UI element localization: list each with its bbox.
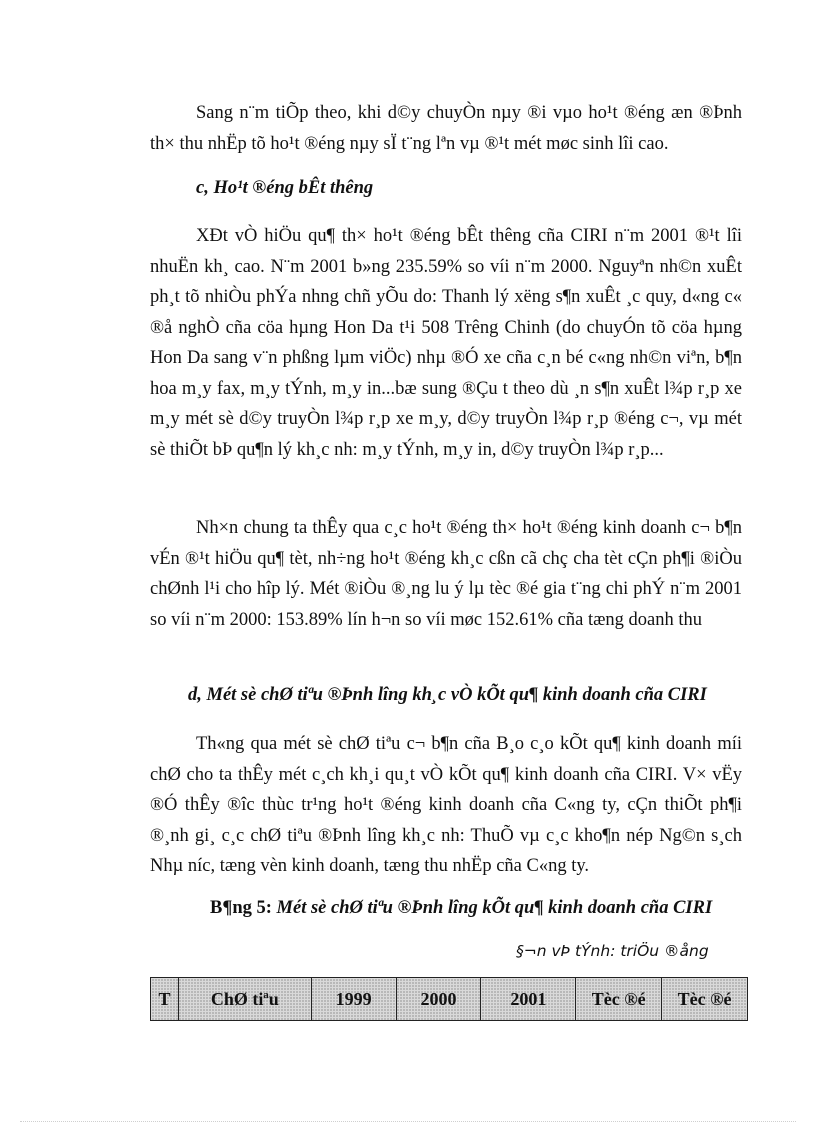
table-header-cell: Tèc ®é: [576, 978, 662, 1021]
section-heading-c: c, Ho¹t ®éng bÊt thêng: [196, 178, 374, 198]
table-caption-label: B¶ng 5:: [210, 898, 277, 918]
table-caption-title: Mét sè chØ tiªu ®Þnh lîng kÕt qu¶ kinh doanh cña CIRI: [276, 898, 713, 918]
page-bottom-divider: [20, 1121, 796, 1122]
paragraph-indicators: Th«ng qua mét sè chØ tiªu c¬ b¶n cña B¸o c¸o kÕt qu¶ kinh doanh míi chØ cho ta thÊy mét c¸ch kh¸i qu¸t vÒ kÕt qu¶ kinh doanh cña CIRI. V× vËy ®Ó thÊy ®îc thùc tr¹ng ho¹t ®éng kinh doanh cña C«ng ty, cÇn thiÕt ph¶i ®¸nh gi¸ c¸c chØ tiªu ®Þnh lîng kh¸c nh: ThuÕ vµ c¸c kho¶n nép Ng©n s¸ch Nhµ níc, tæng vèn kinh doanh, tæng thu nhËp cña C«ng ty.: [150, 734, 742, 876]
section-heading-d: d, Mét sè chØ tiªu ®Þnh lîng kh¸c vÒ kÕt qu¶ kinh doanh cña CIRI: [188, 685, 707, 705]
table-header-cell: 2000: [396, 978, 481, 1021]
table-header-cell: ChØ tiªu: [178, 978, 311, 1021]
table-header-cell: 1999: [311, 978, 396, 1021]
indicators-table: [150, 977, 748, 1021]
table-header-row: [151, 978, 748, 1021]
paragraph-intro: Sang n¨m tiÕp theo, khi d©y chuyÒn nµy ®i vµo ho¹t ®éng æn ®Þnh th× thu nhËp tõ ho¹t ®éng nµy sÏ t¨ng lªn vµ ®¹t mét møc sinh lîi cao.: [150, 103, 742, 154]
table-header-cell: 2001: [481, 978, 576, 1021]
paragraph-irregular-activities: XÐt vÒ hiÖu qu¶ th× ho¹t ®éng bÊt thêng cña CIRI n¨m 2001 ®¹t lîi nhuËn kh¸ cao. N¨m 2001 b»ng 235.59% so víi n¨m 2000. Nguyªn nh©n xuÊt ph¸t tõ nhiÒu phÝa nhng chñ yÕu do: Thanh lý xëng s¶n xuÊt ¸c quy, d«ng c« ®å nghÒ cña cöa hµng Hon Da t¹i 508 Trêng Chinh (do chuyÓn tõ cöa hµng Hon Da sang v¨n phßng lµm viÖc) nhµ ®Ó xe cña c¸n bé c«ng nh©n viªn, b¶n hoa m¸y fax, m¸y tÝnh, m¸y in...bæ sung ®Çu t theo dù ¸n s¶n xuÊt l¾p r¸p xe m¸y mét sè d©y truyÒn l¾p r¸p xe m¸y, d©y truyÒn l¾p r¸p ®éng c¬, vµ mét sè thiÕt bÞ qu¶n lý kh¸c nh: m¸y tÝnh, m¸y in, d©y truyÒn l¾p r¸p...: [150, 226, 742, 460]
table-header-cell: Tèc ®é: [662, 978, 748, 1021]
paragraph-overview: Nh×n chung ta thÊy qua c¸c ho¹t ®éng th× ho¹t ®éng kinh doanh c¬ b¶n vÉn ®¹t hiÖu qu¶ tèt, nh÷ng ho¹t ®éng kh¸c cßn cã chç cha tèt cÇn ph¶i ®iÒu chØnh l¹i cho hîp lý. Mét ®iÒu ®¸ng lu ý lµ tèc ®é gia t¨ng chi phÝ n¨m 2001 so víi n¨m 2000: 153.89% lín h¬n so víi møc 152.61% cña tæng doanh thu: [150, 518, 742, 630]
unit-note: §¬n vÞ tÝnh: triÖu ®ång: [516, 942, 709, 960]
table-header-cell: T: [151, 978, 179, 1021]
table-caption: [210, 898, 712, 919]
